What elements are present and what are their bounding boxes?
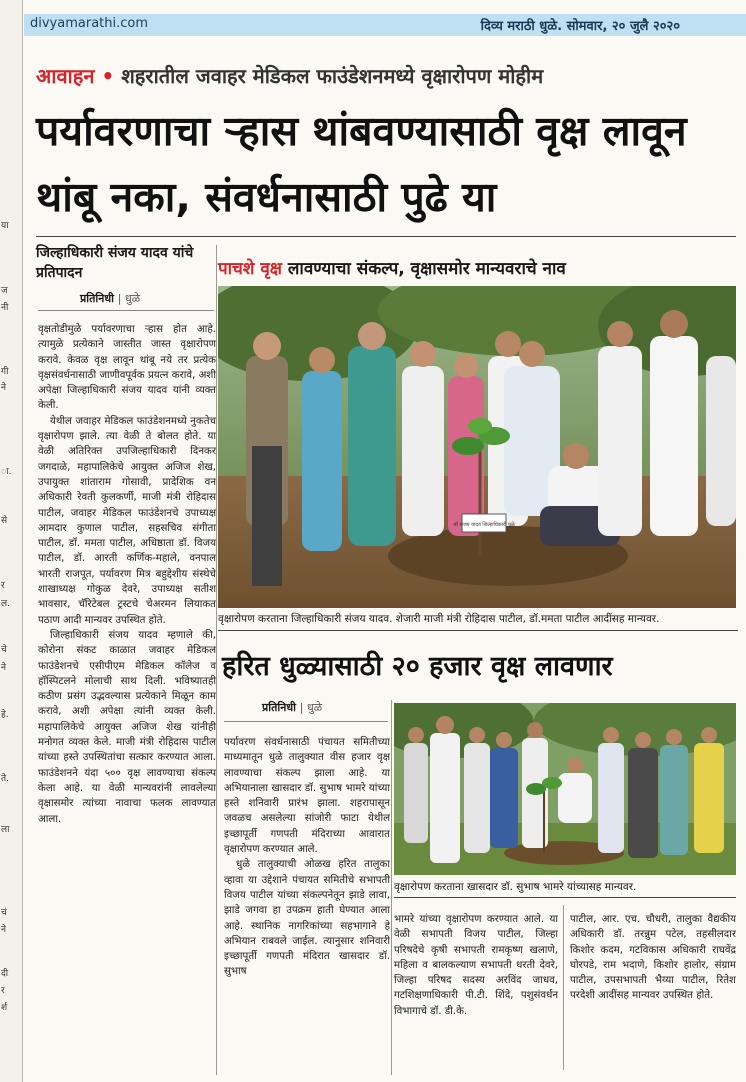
column-rule — [391, 700, 392, 1075]
adjacent-page-edge: या ज नी गी ने ा. से र ल. चे ने हे. ते. ला चं ने दी र र्श — [0, 0, 23, 1082]
divider — [224, 721, 388, 722]
column-rule — [216, 245, 217, 1075]
photo-banner: पाचशे वृक्ष लावण्याचा संकल्प, वृक्षासमोर मान्यवराचे नाव — [218, 259, 566, 279]
kicker-label: आवाहन — [36, 64, 95, 88]
article-body-column-1: वृक्षतोडीमुळे पर्यावरणाचा ऱ्हास होत आहे. त्यामुळे प्रत्येकाने जास्तीत जास्त वृक्षारोपण करावे. केवळ वृक्ष लावून थांबू नये तर प्रत्येक वृक्षसंवर्धनासाठी जाणीवपूर्वक प्रयत्न करावे, अशी अपेक्षा जिल्हाधिकारी संजय यादव यांनी व्यक्त केली. येथील जवाहर मेडिकल फाउंडेशनमध्ये नुकतेच वृक्षारोपण झाले. त्या वेळी ते बोलत होते. या वेळी अतिरिक्त उपजिल्हाधिकारी दिनकर जगदाळे, महापालिकेचे आयुक्त अजिज शेख, उपायुक्त शांताराम गोसावी, प्रादेशिक वन अधिकारी रेवती कुलकर्णी, माजी मंत्री रोहिदास पाटील, जवाहर मेडिकल फाउंडेशनचे उपाध्यक्ष आमदार कुणाल पाटील, सहसचिव संगीता पाटील, डॉ. ममता पाटील, अधिष्ठाता डॉ. विजय पाटील, डॉ. आरती कर्णिक-महाले, वनपाल भारती राजपूत, पर्यावरण मित्र बहुद्देशीय संस्थेचे शाखाध्यक्ष गोकुळ देवरे, उपाध्यक्ष सतीश भावसार, चॅरिटेबल ट्रस्टचे चेअरमन लियाकत पठाण आदी मान्यवर उपस्थित होते. जिल्हाधिकारी संजय यादव म्हणाले की, कोरोना संकट काळात जवाहर मेडिकल फाउंडेशनचे एसीपीएम मेडिकल कॉलेज व हॉस्पिटलने मोलाची साथ दिली. भविष्यातही कठीण प्रसंग उद्भवल्यास प्रत्येकाने मिळून काम करावे, अशी अपेक्षा त्यांनी व्यक्त केली. महापालिकेचे आयुक्त अजिज शेख यांनीही मनोगत व्यक्त केले. माजी मंत्री रोहिदास पाटील यांच्या हस्ते उपस्थितांचा सत्कार करण्यात आला. फाउंडेशनने यंदा ५०० वृक्ष लावण्याचा संकल्प केला आहे. या वेळी मान्यवरांनी लावलेल्या वृक्षासमोर त्यांच्या नावाचा फलक लावण्यात आला. — [38, 324, 216, 825]
divider — [218, 630, 738, 631]
divider — [36, 236, 736, 237]
article2-body-column-3: पाटील, आर. एच. चौधरी, तालुका वैद्यकीय अधिकारी डॉ. तरन्नुम पटेल, तहसीलदार किशोर कदम, गटविकास अधिकारी राघवेंद्र घोरपडे, राम भदाणे, किशोर हालोर, संग्राम पाटील, उपसभापती भैय्या पाटील, रितेश परदेशी आदींसह मान्यवर उपस्थित होते. — [570, 914, 736, 1002]
site-url: divyamarathi.com — [30, 16, 149, 31]
photo-caption: वृक्षारोपण करताना खासदार डॉ. सुभाष भामरे यांच्यासह मान्यवर. — [394, 881, 637, 893]
kicker-line: आवाहन • शहरातील जवाहर मेडिकल फाउंडेशनमध्ये वृक्षारोपण मोहीम — [36, 64, 544, 88]
masthead-date: दिव्य मराठी धुळे. सोमवार, २० जुलै २०२० — [480, 19, 680, 34]
main-headline: पर्यावरणाचा ऱ्हास थांबवण्यासाठी वृक्ष लावून थांबू नका, संवर्धनासाठी पुढे या — [36, 107, 687, 221]
plaque-label: श्री संजय यादव जिल्हाधिकारी धुळे — [453, 522, 515, 528]
byline: प्रतिनिधी | धुळे — [262, 701, 323, 714]
mp-tree-planting-photo — [394, 703, 736, 875]
article2-body-column-2: भामरे यांच्या वृक्षारोपण करण्यात आले. या वेळी सभापती विजय पाटील, जिल्हा परिषदेचे कृषी सभापती रामकृष्ण खलाणे, महिला व बालकल्याण सभापती धरती देवरे, जिल्हा परिषद सदस्य अरविंद जाधव, गटशिक्षणाधिकारी पी.टी. शिंदे, पशुसंवर्धन विभागाचे डॉ. डी.के. — [394, 914, 558, 1017]
secondary-headline: हरित धुळ्यासाठी २० हजार वृक्ष लावणार — [222, 651, 613, 682]
byline: प्रतिनिधी | धुळे — [80, 292, 141, 305]
tree-planting-photo — [218, 286, 736, 608]
column-rule — [563, 905, 564, 1070]
divider — [38, 310, 214, 311]
page-header-bar — [24, 14, 746, 36]
kicker-text: शहरातील जवाहर मेडिकल फाउंडेशनमध्ये वृक्षारोपण मोहीम — [121, 64, 544, 88]
photo-caption: वृक्षारोपण करताना जिल्हाधिकारी संजय यादव. शेजारी माजी मंत्री रोहिदास पाटील, डॉ.ममता पाटील आदींसह मान्यवर. — [218, 613, 660, 625]
article-subhead: जिल्हाधिकारी संजय यादव यांचे प्रतिपादन — [36, 245, 194, 281]
article2-body-column-1: पर्यावरण संवर्धनासाठी पंचायत समितीच्या माध्यमातून धुळे तालुक्यात वीस हजार वृक्ष लावण्याचा संकल्प झाला आहे. या अभियानाला खासदार डॉ. सुभाष भामरे यांच्या हस्ते शनिवारी प्रारंभ झाला. शहरापासून जवळच असलेल्या सांजोरी फाटा येथील इच्छापूर्ती गणपती मंदिराच्या आवारात वृक्षारोपण करण्यात आले. धुळे तालुक्याची ओळख हरित तालुका व्हावा या उद्देशाने पंचायत समितीचे सभापती विजय पाटील यांच्या संकल्पनेतून झाडे लावा, झाडे जगवा हा उपक्रम हाती घेण्यात आला आहे. स्थानिक नागरिकांच्या सहभागाने हे अभियान राबवले जाईल. त्यानुसार शनिवारी इच्छापूर्ती गणपती मंदिरात खासदार डॉ. सुभाष — [224, 737, 390, 978]
divider — [394, 897, 736, 898]
